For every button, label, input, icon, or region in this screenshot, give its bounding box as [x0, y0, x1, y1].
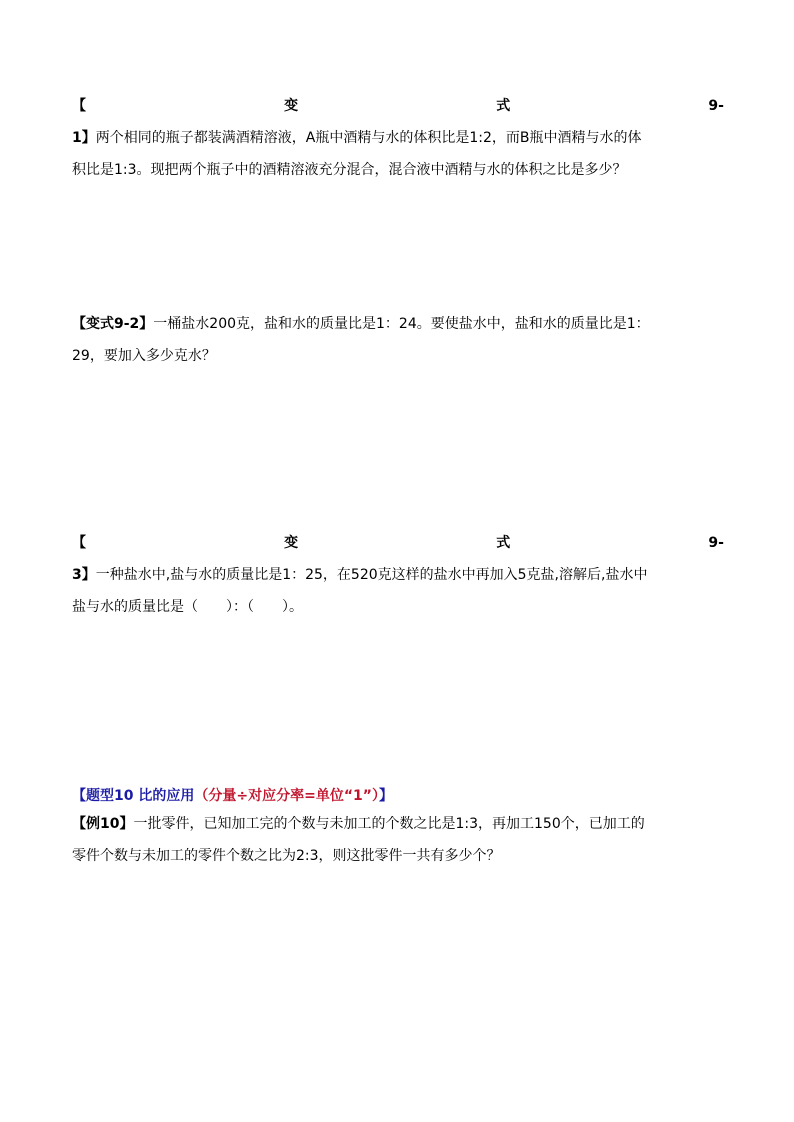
heading-number: 9- [708, 98, 724, 114]
example-10-line-2: 零件个数与未加工的零件个数之比为2:3，则这批零件一共有多少个？ [72, 848, 501, 864]
heading-number: 9- [708, 535, 724, 551]
heading-number-cont: 3】 [72, 567, 96, 583]
type-10-heading-open: 【题型10 比的应用 [72, 788, 195, 804]
question-9-1-text-1: 两个相同的瓶子都装满酒精溶液，A瓶中酒精与水的体积比是1:2，而B瓶中酒精与水的体 [95, 130, 642, 146]
question-9-1 [72, 90, 724, 186]
question-9-3-text-1: 一种盐水中,盐与水的质量比是1：25，在520克这样的盐水中再加入5克盐,溶解后,盐水中 [95, 567, 648, 583]
type-10-heading-formula: （分量÷对应分率=单位“1”） [194, 788, 379, 804]
question-9-3 [72, 527, 724, 623]
example-10-line-1 [72, 808, 724, 840]
heading-number-cont: 1】 [72, 130, 96, 146]
type-10-heading-close: 】 [378, 788, 393, 804]
heading-char-bian: 变 [284, 98, 299, 114]
bracket-open: 【 [72, 535, 86, 551]
question-9-2-line-1 [72, 308, 724, 340]
question-9-1-line-1 [72, 122, 724, 154]
question-9-3-heading [72, 527, 724, 559]
example-10 [72, 808, 724, 872]
bracket-open: 【 [72, 98, 86, 114]
heading-char-shi: 式 [496, 98, 511, 114]
heading-char-shi: 式 [496, 535, 511, 551]
example-10-label: 【例10】 [72, 816, 134, 832]
heading-char-bian: 变 [284, 535, 299, 551]
question-9-2-text-1: 一桶盐水200克，盐和水的质量比是1：24。要使盐水中，盐和水的质量比是1： [153, 316, 650, 332]
question-9-2-label: 【变式9-2】 [72, 316, 154, 332]
question-9-1-heading [72, 90, 724, 122]
question-9-3-line-2: 盐与水的质量比是（ ）：（ ）。 [72, 599, 303, 615]
question-9-2 [72, 308, 724, 372]
question-9-3-line-1 [72, 559, 724, 591]
example-10-text-1: 一批零件，已知加工完的个数与未加工的个数之比是1:3，再加工150个，已加工的 [133, 816, 645, 832]
question-9-1-line-2: 积比是1:3。现把两个瓶子中的酒精溶液充分混合，混合液中酒精与水的体积之比是多少？ [72, 162, 627, 178]
question-9-2-line-2: 29，要加入多少克水？ [72, 348, 216, 364]
